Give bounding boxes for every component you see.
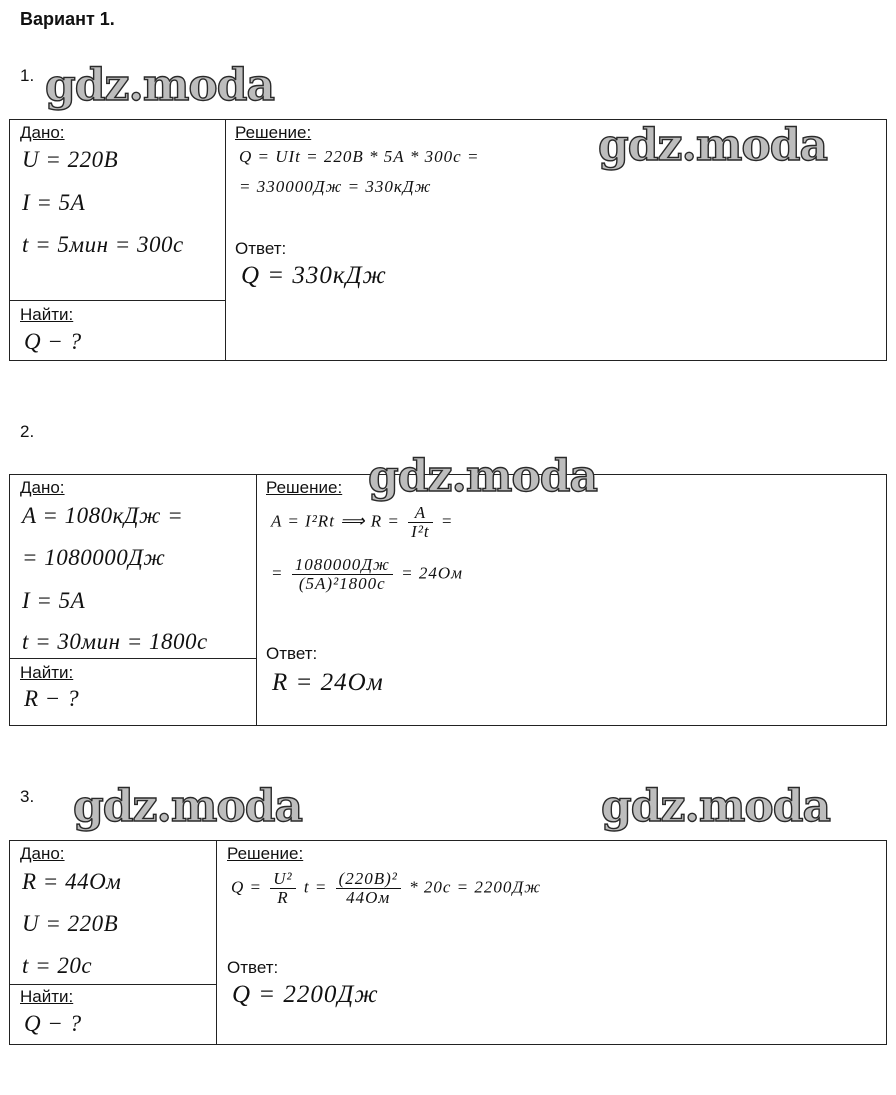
formula-text: * 20с = 2200Дж <box>409 877 542 897</box>
formula-text: = <box>271 563 284 583</box>
table-divider <box>256 474 257 726</box>
fraction-numerator: U² <box>270 870 295 889</box>
find-label: Найти: <box>20 663 74 682</box>
given-line: R = 44Ом <box>22 869 122 894</box>
solution-line: Q = UIt = 220В * 5А * 300с = <box>239 147 480 166</box>
fraction-numerator: (220В)² <box>336 870 401 889</box>
fraction-denominator: R <box>277 888 289 907</box>
problem-3-number: 3. <box>20 787 35 806</box>
answer-label: Ответ: <box>227 958 279 977</box>
given-line: = 1080000Дж <box>22 545 166 570</box>
watermark-logo: gdz.moda <box>601 781 831 832</box>
page-title: Вариант 1. <box>20 9 115 29</box>
given-line: I = 5А <box>22 588 86 613</box>
find-label: Найти: <box>20 305 74 324</box>
solution-label: Решение: <box>235 123 312 142</box>
answer-value: Q = 330кДж <box>241 262 387 289</box>
formula-text: = 24Ом <box>401 563 463 583</box>
fraction <box>292 556 393 593</box>
fraction <box>336 870 401 907</box>
given-label: Дано: <box>20 123 65 142</box>
formula-text: = <box>440 511 454 531</box>
fraction <box>270 870 295 907</box>
table-divider <box>9 984 217 985</box>
solution-line: = 330000Дж = 330кДж <box>239 177 432 196</box>
given-line: t = 30мин = 1800с <box>22 629 208 654</box>
answer-label: Ответ: <box>235 239 287 258</box>
given-label: Дано: <box>20 844 65 863</box>
watermark-logo: gdz.moda <box>368 451 598 502</box>
formula-text: A = I²Rt ⟹ R = <box>271 511 400 531</box>
problem-2-number: 2. <box>20 422 35 441</box>
fraction-denominator: I²t <box>411 522 430 541</box>
find-value: R − ? <box>24 686 80 711</box>
watermark-logo: gdz.moda <box>73 781 303 832</box>
given-line: I = 5А <box>22 190 86 215</box>
fraction-denominator: 44Ом <box>346 888 391 907</box>
find-label: Найти: <box>20 987 74 1006</box>
answer-label: Ответ: <box>266 644 318 663</box>
given-line: A = 1080кДж = <box>22 503 184 528</box>
fraction <box>408 504 432 541</box>
find-value: Q − ? <box>24 1011 82 1036</box>
answer-value: Q = 2200Дж <box>232 981 379 1008</box>
given-line: t = 5мин = 300с <box>22 232 184 257</box>
formula-text: Q = <box>231 877 262 897</box>
given-line: U = 220В <box>22 147 119 172</box>
watermark-logo: gdz.moda <box>598 120 828 171</box>
given-line: U = 220В <box>22 911 119 936</box>
fraction-numerator: 1080000Дж <box>292 556 393 575</box>
solution-label: Решение: <box>266 478 343 497</box>
problem-1-number: 1. <box>20 66 35 85</box>
find-value: Q − ? <box>24 329 82 354</box>
solution-line <box>271 556 463 593</box>
fraction-numerator: A <box>408 504 432 523</box>
table-divider <box>9 300 226 301</box>
table-divider <box>225 119 226 361</box>
formula-text: t = <box>303 877 328 897</box>
solution-line <box>271 504 453 541</box>
answer-value: R = 24Ом <box>272 669 384 696</box>
table-divider <box>9 658 257 659</box>
table-divider <box>216 840 217 1045</box>
fraction-denominator: (5А)²1800с <box>298 574 386 593</box>
solution-label: Решение: <box>227 844 304 863</box>
solution-line <box>231 870 541 907</box>
given-label: Дано: <box>20 478 65 497</box>
watermark-logo: gdz.moda <box>45 60 275 111</box>
given-line: t = 20с <box>22 953 93 978</box>
